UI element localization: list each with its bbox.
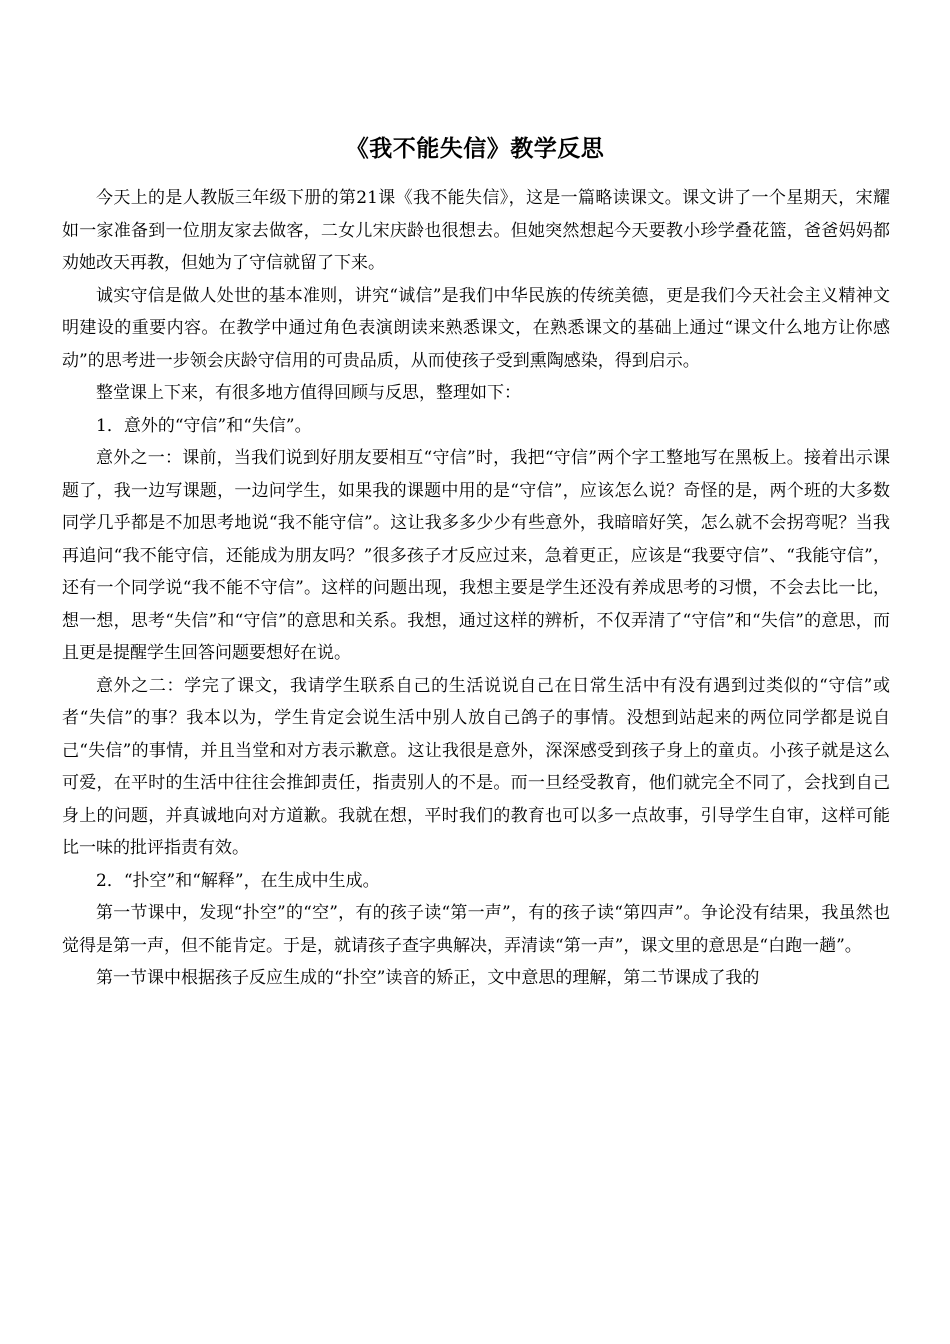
paragraph-summary: 整堂课上下来，有很多地方值得回顾与反思，整理如下： xyxy=(96,383,521,403)
document-title: 《我不能失信》教学反思 xyxy=(345,136,605,162)
paragraph-continued: 第一节课中根据孩子反应生成的“扑空”读音的矫正，文中意思的理解，第二节课成了我的 xyxy=(96,968,760,988)
section-heading-2: 2．“扑空”和“解释”，在生成中生成。 xyxy=(96,870,380,891)
paragraph-honesty: 诚实守信是做人处世的基本准则，讲究“诚信”是我们中华民族的传统美德，更是我们今天社会主义精神文明建设的重要内容。在教学中通过角色表演朗读来熟悉课文，在熟悉课文的基础上通过“课文什么地方让你感动”的思考进一步领会庆龄守信用的可贵品质，从而使孩子受到熏陶感染，得到启示。 xyxy=(62,285,890,371)
paragraph-intro: 今天上的是人教版三年级下册的第21课《我不能失信》，这是一篇略读课文。课文讲了一个星期天，宋耀如一家准备到一位朋友家去做客，二女儿宋庆龄也很想去。但她突然想起今天要教小珍学叠花篮，爸爸妈妈都劝她改天再教，但她为了守信就留了下来。 xyxy=(62,188,890,273)
paragraph-surprise-2: 意外之二：学完了课文，我请学生联系自己的生活说说自己在日常生活中有没有遇到过类似的“守信”或者“失信”的事？我本以为，学生肯定会说生活中别人放自己鸽子的事情。没想到站起来的两位同学都是说自己“失信”的事情，并且当堂和对方表示歉意。这让我很是意外，深深感受到孩子身上的童贞。小孩子就是这么可爱，在平时的生活中往往会推卸责任，指责别人的不是。而一旦经受教育，他们就完全不同了，会找到自己身上的问题，并真诚地向对方道歉。我就在想，平时我们的教育也可以多一点故事，引导学生自审，这样可能比一味的批评指责有效。 xyxy=(62,675,890,858)
section-heading-1: 1．意外的“守信”和“失信”。 xyxy=(96,415,312,436)
paragraph-surprise-1: 意外之一：课前，当我们说到好朋友要相互“守信”时，我把“守信”两个字工整地写在黑板上。接着出示课题了，我一边写课题，一边问学生，如果我的课题中用的是“守信”，应该怎么说？奇怪的是，两个班的大多数同学几乎都是不加思考地说“我不能守信”。这让我多多少少有些意外，我暗暗好笑，怎么就不会拐弯呢？当我再追问“我不能守信，还能成为朋友吗？”很多孩子才反应过来，急着更正，应该是“我要守信”、“我能守信”，还有一个同学说“我不能不守信”。这样的问题出现，我想主要是学生还没有养成思考的习惯，不会去比一比，想一想，思考“失信”和“守信”的意思和关系。我想，通过这样的辨析，不仅弄清了“守信”和“失信”的意思，而且更是提醒学生回答问题要想好在说。 xyxy=(62,448,890,663)
paragraph-pronunciation: 第一节课中，发现“扑空”的“空”，有的孩子读“第一声”，有的孩子读“第四声”。争论没有结果，我虽然也觉得是第一声，但不能肯定。于是，就请孩子查字典解决，弄清读“第一声”，课文里的意思是“白跑一趟”。 xyxy=(62,903,890,956)
document-body xyxy=(62,182,890,995)
